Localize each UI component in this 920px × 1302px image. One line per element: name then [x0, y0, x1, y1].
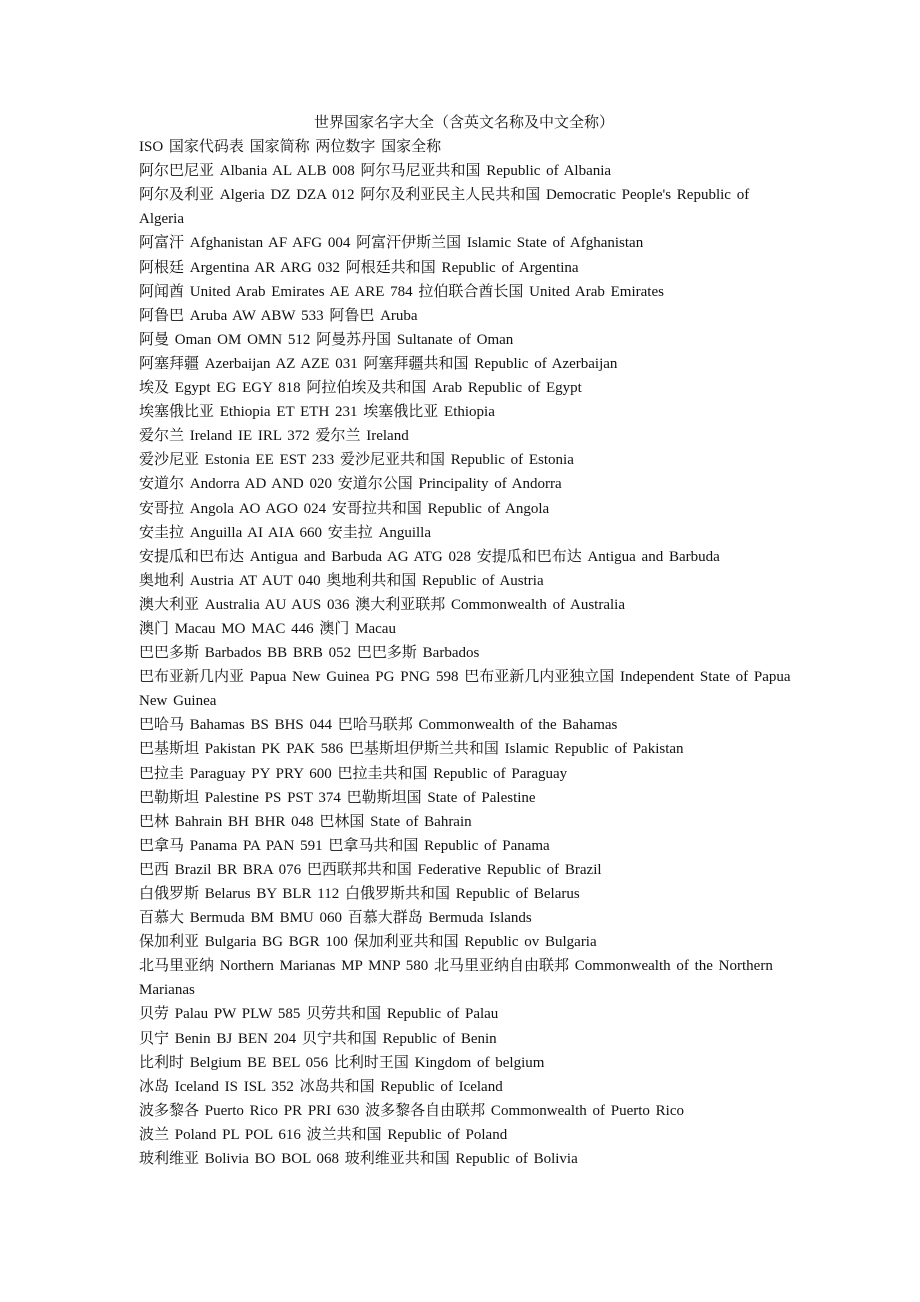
list-item: 安圭拉 Anguilla AI AIA 660 安圭拉 Anguilla — [139, 524, 431, 541]
list-item: 奥地利 Austria AT AUT 040 奥地利共和国 Republic of Austria — [139, 572, 544, 589]
list-item: 安道尔 Andorra AD AND 020 安道尔公国 Principality of Andorra — [139, 476, 562, 493]
header-line: ISO 国家代码表 国家简称 两位数字 国家全称 — [139, 139, 442, 156]
list-item: 巴巴多斯 Barbados BB BRB 052 巴巴多斯 Barbados — [139, 645, 480, 662]
list-item: 波多黎各 Puerto Rico PR PRI 630 波多黎各自由联邦 Commonwealth of Puerto Rico — [139, 1102, 684, 1119]
list-item: 埃塞俄比亚 Ethiopia ET ETH 231 埃塞俄比亚 Ethiopia — [139, 404, 495, 421]
list-item: 阿塞拜疆 Azerbaijan AZ AZE 031 阿塞拜疆共和国 Republic of Azerbaijan — [139, 355, 618, 372]
list-item: 北马里亚纳 Northern Marianas MP MNP 580 北马里亚纳自由联邦 Commonwealth of the Northern Marianas — [139, 958, 773, 999]
list-item: 安提瓜和巴布达 Antigua and Barbuda AG ATG 028 安提瓜和巴布达 Antigua and Barbuda — [139, 548, 720, 565]
list-item: 巴拉圭 Paraguay PY PRY 600 巴拉圭共和国 Republic of Paraguay — [139, 765, 568, 782]
list-item: 玻利维亚 Bolivia BO BOL 068 玻利维亚共和国 Republic of Bolivia — [139, 1151, 578, 1168]
list-item: 安哥拉 Angola AO AGO 024 安哥拉共和国 Republic of Angola — [139, 500, 550, 517]
list-item: 百慕大 Bermuda BM BMU 060 百慕大群岛 Bermuda Islands — [139, 910, 532, 927]
list-item: 巴西 Brazil BR BRA 076 巴西联邦共和国 Federative Republic of Brazil — [139, 861, 602, 878]
list-item: 阿闻酋 United Arab Emirates AE ARE 784 拉伯联合酋长国 United Arab Emirates — [139, 283, 664, 300]
list-item: 巴布亚新几内亚 Papua New Guinea PG PNG 598 巴布亚新几内亚独立国 Independent State of Papua New Guinea — [139, 669, 791, 710]
list-item: 白俄罗斯 Belarus BY BLR 112 白俄罗斯共和国 Republic of Belarus — [139, 886, 580, 902]
document-title: 世界国家名字大全（含英文名称及中文全称） — [313, 115, 614, 131]
list-item: 爱沙尼亚 Estonia EE EST 233 爱沙尼亚共和国 Republic of Estonia — [139, 452, 574, 469]
list-item: 阿尔及利亚 Algeria DZ DZA 012 阿尔及利亚民主人民共和国 Democratic People's Republic of Algeria — [139, 187, 750, 228]
list-item: 巴拿马 Panama PA PAN 591 巴拿马共和国 Republic of Panama — [139, 837, 550, 854]
list-item: 埃及 Egypt EG EGY 818 阿拉伯埃及共和国 Arab Republic of Egypt — [139, 380, 582, 397]
list-item: 巴林 Bahrain BH BHR 048 巴林国 State of Bahrain — [139, 813, 472, 830]
list-item: 阿根廷 Argentina AR ARG 032 阿根廷共和国 Republic of Argentina — [139, 259, 579, 276]
country-list — [139, 159, 799, 1171]
list-item: 比利时 Belgium BE BEL 056 比利时王国 Kingdom of belgium — [139, 1054, 545, 1071]
list-item: 巴哈马 Bahamas BS BHS 044 巴哈马联邦 Commonwealth of the Bahamas — [139, 717, 618, 734]
list-item: 阿富汗 Afghanistan AF AFG 004 阿富汗伊斯兰国 Islamic State of Afghanistan — [139, 235, 644, 252]
list-item: 贝宁 Benin BJ BEN 204 贝宁共和国 Republic of Benin — [139, 1030, 497, 1047]
list-item: 爱尔兰 Ireland IE IRL 372 爱尔兰 Ireland — [139, 428, 409, 445]
list-item: 波兰 Poland PL POL 616 波兰共和国 Republic of Poland — [139, 1126, 508, 1143]
list-item: 贝劳 Palau PW PLW 585 贝劳共和国 Republic of Palau — [139, 1006, 499, 1023]
list-item: 巴基斯坦 Pakistan PK PAK 586 巴基斯坦伊斯兰共和国 Islamic Republic of Pakistan — [139, 741, 684, 758]
list-item: 阿曼 Oman OM OMN 512 阿曼苏丹国 Sultanate of Oman — [139, 331, 514, 348]
list-item: 巴勒斯坦 Palestine PS PST 374 巴勒斯坦国 State of Palestine — [139, 789, 536, 806]
document-page — [139, 111, 799, 1171]
list-item: 阿鲁巴 Aruba AW ABW 533 阿鲁巴 Aruba — [139, 307, 418, 324]
list-item: 冰岛 Iceland IS ISL 352 冰岛共和国 Republic of Iceland — [139, 1078, 503, 1095]
list-item: 澳大利亚 Australia AU AUS 036 澳大利亚联邦 Commonwealth of Australia — [139, 596, 625, 613]
list-item: 保加利亚 Bulgaria BG BGR 100 保加利亚共和国 Republic ov Bulgaria — [139, 934, 597, 951]
list-item: 阿尔巴尼亚 Albania AL ALB 008 阿尔马尼亚共和国 Republic of Albania — [139, 163, 612, 180]
list-item: 澳门 Macau MO MAC 446 澳门 Macau — [139, 620, 396, 637]
